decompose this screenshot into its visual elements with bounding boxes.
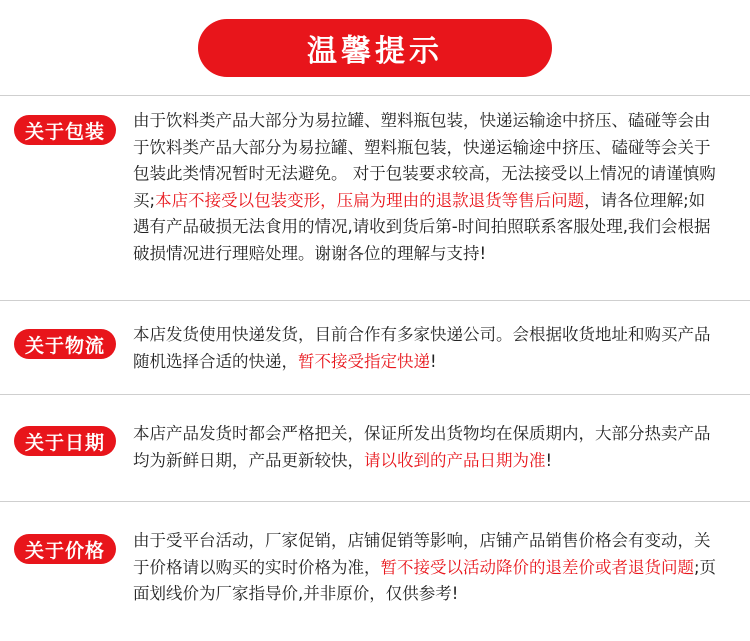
section-price — [0, 502, 750, 641]
body-text: 本店发货使用快递发货，目前合作有多家快递公司。会根据收货地址和购买产品随机选择合适的快递， — [133, 325, 711, 371]
page-title: 温馨提示 — [198, 19, 552, 77]
body-text: ，请各位理解;如遇有产品破损无法食用的情况,请收到货后第-时间拍照联系客服处理,我们会根据破损情况进行理赔处理。谢谢各位的理解与支持! — [133, 190, 711, 263]
section-body — [133, 528, 721, 608]
body-text: ;页面划线价为厂家指导价,并非原价，仅供参考! — [133, 557, 717, 603]
body-text: 本店产品发货时都会严格把关，保证所发出货物均在保质期内，大部分热卖产品均为新鲜日期，产品更新较快， — [133, 424, 711, 470]
header — [0, 0, 750, 96]
section-body — [133, 322, 721, 375]
highlight-text: 本店不接受以包装变形，压扁为理由的退款退货等售后问题 — [155, 190, 585, 210]
body-text: 由于饮料类产品大部分为易拉罐、塑料瓶包装，快递运输途中挤压、磕碰等会由于饮料类产品大部分为易拉罐、塑料瓶包装，快递运输途中挤压、磕碰等会关于包装此类情况暂时无法避免。 对于包装要求较高，无法接受以上情况的请谨慎购买; — [133, 111, 716, 210]
section-tag: 关于价格 — [14, 534, 116, 564]
body-text: 由于受平台活动，厂家促销，店铺促销等影响，店铺产品销售价格会有变动，关于价格请以购买的实时价格为准， — [133, 531, 711, 577]
section-tag: 关于包装 — [14, 115, 116, 145]
section-tag: 关于日期 — [14, 426, 116, 456]
highlight-text: 暂不接受以活动降价的退差价或者退货问题 — [380, 557, 694, 577]
highlight-text: 请以收到的产品日期为准 — [364, 450, 546, 470]
section-tag: 关于物流 — [14, 329, 116, 359]
section-body — [133, 108, 721, 267]
highlight-text: 暂不接受指定快递 — [298, 351, 430, 371]
section-body — [133, 421, 721, 474]
section-logistics — [0, 301, 750, 394]
body-text: ! — [545, 450, 553, 470]
section-packaging — [0, 96, 750, 300]
body-text: ! — [430, 351, 437, 371]
section-date — [0, 395, 750, 501]
